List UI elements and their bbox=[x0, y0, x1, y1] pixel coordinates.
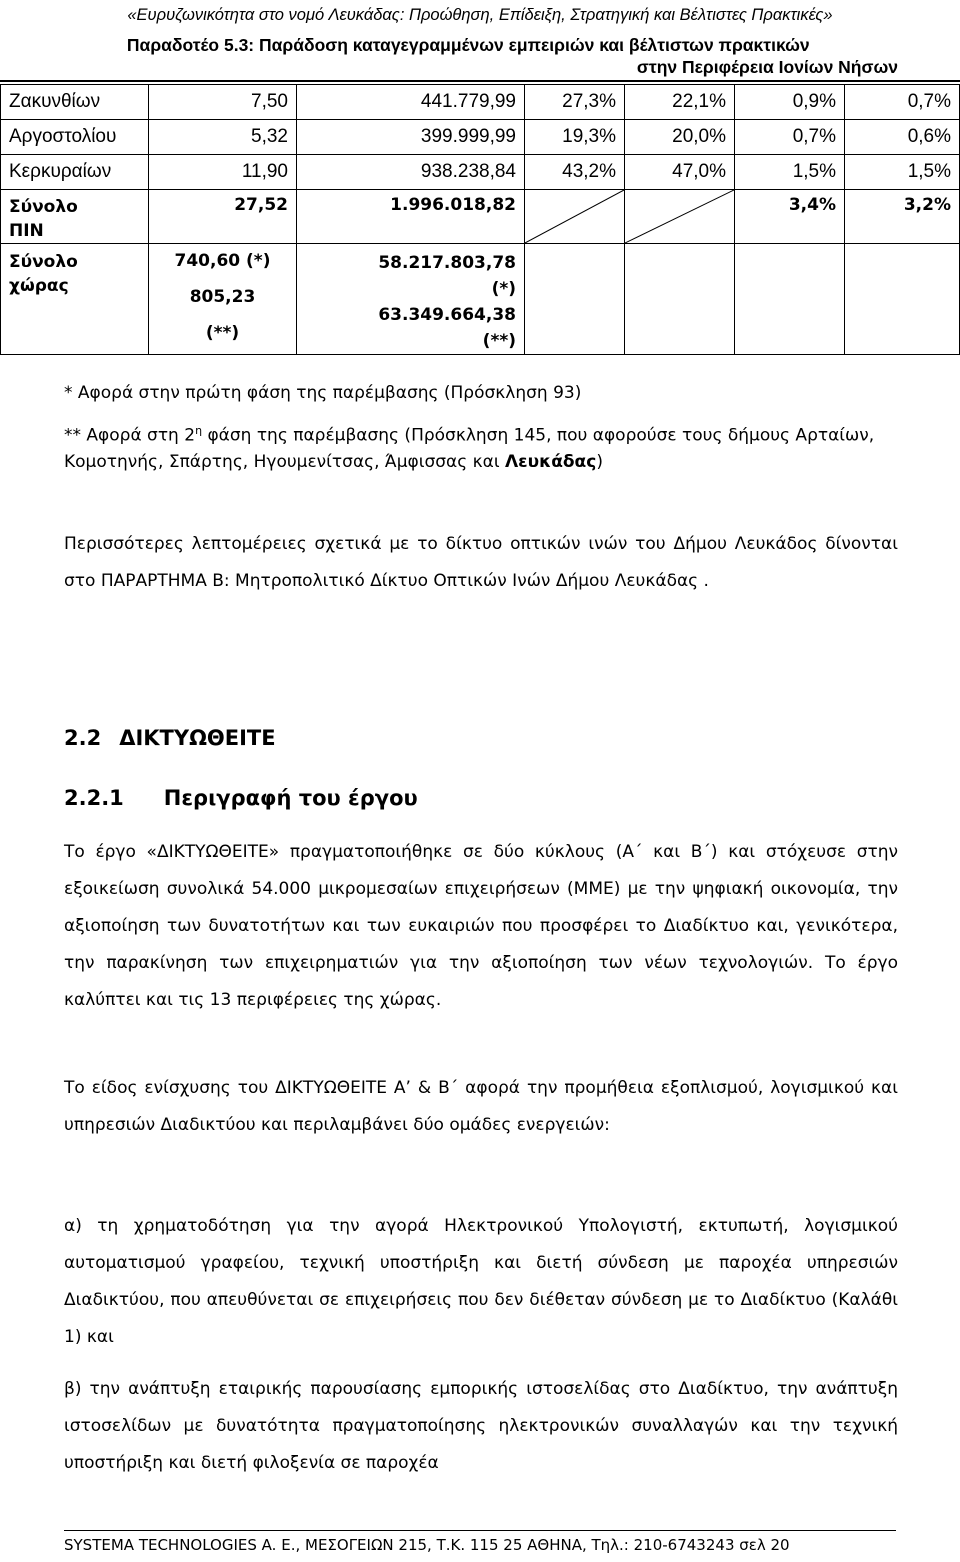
table-cell: 0,9% bbox=[735, 85, 845, 120]
table-cell: 19,3% bbox=[525, 120, 625, 155]
cell-line: (**) bbox=[205, 323, 240, 343]
table-cell: 0,6% bbox=[845, 120, 960, 155]
deliverable-line-2: στην Περιφέρεια Ιονίων Νήσων bbox=[636, 57, 898, 77]
empty-cell bbox=[625, 244, 735, 355]
table-cell: 441.779,99 bbox=[297, 85, 525, 120]
table-cell: 5,32 bbox=[149, 120, 297, 155]
footnote-1: * Αφορά στην πρώτη φάση της παρέμβασης (Πρόσκληση 93) bbox=[64, 383, 582, 403]
subsection-heading bbox=[64, 786, 418, 810]
subsection-number: 2.2.1 bbox=[64, 786, 124, 810]
table-cell: 938.238,84 bbox=[297, 155, 525, 190]
statistics-table bbox=[0, 84, 960, 355]
paragraph-2: Το είδος ενίσχυσης του ΔΙΚΤΥΩΘΕΙΤΕ Α’ & Β΄ αφορά την προμήθεια εξοπλισμού, λογισμικού και υπηρεσιών Διαδικτύου και περιλαμβάνει δύο ομάδες ενεργειών: bbox=[64, 1078, 898, 1135]
cell-line: (*) bbox=[491, 279, 516, 299]
empty-cell bbox=[525, 244, 625, 355]
table-cell: 399.999,99 bbox=[297, 120, 525, 155]
table-cell: 11,90 bbox=[149, 155, 297, 190]
section-heading bbox=[64, 726, 276, 750]
table-row bbox=[1, 120, 960, 155]
footer-rule bbox=[64, 1530, 896, 1531]
table-cell: 7,50 bbox=[149, 85, 297, 120]
table-cell bbox=[1, 244, 149, 355]
footnote-text: ) bbox=[596, 451, 603, 472]
list-item-a: α) τη χρηματοδότηση για την αγορά Ηλεκτρονικού Υπολογιστή, εκτυπωτή, λογισμικού αυτοματισμού γραφείου, τεχνική υποστήριξη και διετή σύνδεση με παροχέα υπηρεσιών Διαδικτύου, που απευθύνεται σε επιχειρήσεις που δεν διέθεταν σύνδεση με το Διαδίκτυο (Καλάθι 1) και bbox=[64, 1216, 898, 1347]
table-cell: 27,52 bbox=[149, 190, 297, 244]
table-cell: Ζακυνθίων bbox=[1, 85, 149, 120]
table-cell: 3,4% bbox=[735, 190, 845, 244]
table-cell: Κερκυραίων bbox=[1, 155, 149, 190]
table-cell bbox=[297, 244, 525, 355]
section-title: ΔΙΚΤΥΩΘΕΙΤΕ bbox=[119, 726, 276, 750]
table-cell: 1.996.018,82 bbox=[297, 190, 525, 244]
table-cell: 0,7% bbox=[735, 120, 845, 155]
document-header-title: «Ευρυζωνικότητα στο νομό Λευκάδας: Προώθηση, Επίδειξη, Στρατηγική και Βέλτιστες Πρακτικές» bbox=[127, 6, 833, 24]
table-row bbox=[1, 155, 960, 190]
table-cell: 22,1% bbox=[625, 85, 735, 120]
paragraph-details: Περισσότερες λεπτομέρειες σχετικά με το δίκτυο οπτικών ινών του Δήμου Λευκάδος δίνονται στο ΠΑΡΑΡΤΗΜΑ Β: Μητροπολιτικό Δίκτυο Οπτικών Ινών Δήμου Λευκάδας . bbox=[64, 534, 898, 591]
table-cell bbox=[1, 190, 149, 244]
table-row bbox=[1, 85, 960, 120]
table-cell: 0,7% bbox=[845, 85, 960, 120]
table-cell: 27,3% bbox=[525, 85, 625, 120]
empty-cell-diagonal bbox=[625, 190, 735, 244]
deliverable-line-1: Παραδοτέο 5.3: Παράδοση καταγεγραμμένων εμπειριών και βέλτιστων πρακτικών bbox=[126, 35, 810, 55]
table-cell: 47,0% bbox=[625, 155, 735, 190]
paragraph-1: Το έργο «ΔΙΚΤΥΩΘΕΙΤΕ» πραγματοποιήθηκε σε δύο κύκλους (Α΄ και Β΄) και στόχευσε στην εξοικείωση συνολικά 54.000 μικρομεσαίων επιχειρήσεων (ΜΜΕ) με την ψηφιακή οικονομία, την αξιοποίηση των δυνατοτήτων και των ευκαιριών που προσφέρει το Διαδίκτυο και, γενικότερα, την παρακίνηση των επιχειρηματιών για την αξιοποίηση των νέων τεχνολογιών. Το έργο καλύπτει και τις 13 περιφέρειες της χώρας. bbox=[64, 842, 898, 1010]
header-rule bbox=[0, 80, 960, 82]
table-cell: 20,0% bbox=[625, 120, 735, 155]
table-cell: 3,2% bbox=[845, 190, 960, 244]
subsection-title: Περιγραφή του έργου bbox=[163, 786, 418, 810]
empty-cell bbox=[845, 244, 960, 355]
table-cell: 1,5% bbox=[845, 155, 960, 190]
row-label-line: χώρας bbox=[9, 276, 69, 296]
cell-line: 740,60 (*) bbox=[174, 251, 271, 271]
footnote-text: φάση της παρέμβασης (Πρόσκληση 145, που αφορούσε τους δήμους Αρταίων, Κομοτηνής, Σπάρτης, Ηγουμενίτσας, Άμφισσας και bbox=[64, 425, 875, 472]
cell-line: (**) bbox=[482, 331, 516, 351]
empty-cell bbox=[735, 244, 845, 355]
footnote-sup: η bbox=[195, 424, 203, 437]
row-label-line: Σύνολο bbox=[9, 252, 78, 272]
cell-line: 63.349.664,38 bbox=[378, 305, 516, 325]
table-cell: 43,2% bbox=[525, 155, 625, 190]
table-row-total-country bbox=[1, 244, 960, 355]
cell-line: 805,23 bbox=[189, 287, 256, 307]
row-label-line: ΠΙΝ bbox=[9, 221, 44, 241]
empty-cell-diagonal bbox=[525, 190, 625, 244]
document-header-deliverable bbox=[126, 34, 898, 78]
footnote-bold: Λευκάδας bbox=[505, 451, 597, 472]
footnote-2 bbox=[64, 418, 898, 475]
table-cell: 1,5% bbox=[735, 155, 845, 190]
row-label-line: Σύνολο bbox=[9, 197, 78, 217]
page-footer: SYSTEMA TECHNOLOGIES A. E., ΜΕΣΟΓΕΙΩΝ 215, Τ.Κ. 115 25 ΑΘΗΝΑ, Τηλ.: 210-6743243 σελ 20 bbox=[64, 1536, 790, 1554]
table-cell bbox=[149, 244, 297, 355]
list-item-b: β) την ανάπτυξη εταιρικής παρουσίασης εμπορικής ιστοσελίδας στο Διαδίκτυο, την ανάπτυξη ιστοσελίδων με δυνατότητα πραγματοποίησης ηλεκτρονικών συναλλαγών και την τεχνική υποστήριξη και διετή φιλοξενία σε παροχέα bbox=[64, 1379, 898, 1473]
section-number: 2.2 bbox=[64, 726, 102, 750]
footnote-text: ** Αφορά στη 2 bbox=[64, 425, 196, 446]
cell-line: 58.217.803,78 bbox=[378, 253, 516, 273]
table-row-total-pin bbox=[1, 190, 960, 244]
table-cell: Αργοστολίου bbox=[1, 120, 149, 155]
